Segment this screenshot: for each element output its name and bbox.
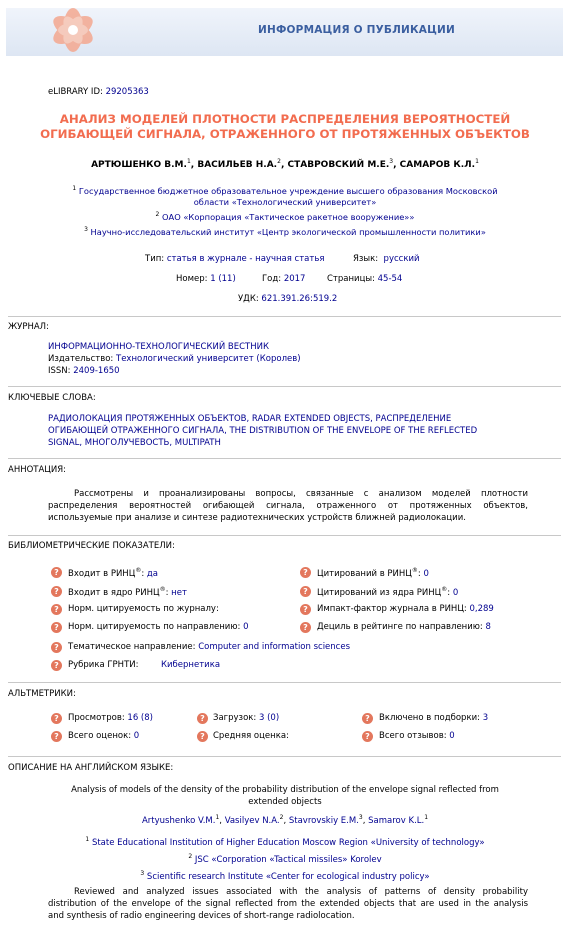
help-icon[interactable]: ? (51, 642, 62, 653)
english-author-list: Artyushenko V.M.$^1$, Vasilyev N.A.$^2$, Stavrovskiy E.M.$^3$, Samarov K.L.$^1$ (141, 814, 429, 826)
annotation-heading: АННОТАЦИЯ: (8, 465, 67, 475)
pub-type-label: Тип: (145, 254, 165, 264)
english-author-link[interactable]: Artyushenko V.M. (141, 815, 216, 826)
annotation-line: распределения вероятностей огибающей сигнала, отраженного от протяженных объектов, (48, 501, 528, 511)
cit-rinc-label: Цитирований в РИНЦ (317, 568, 412, 579)
english-abstract (48, 886, 528, 922)
english-author-link[interactable]: Stavrovskiy E.M. (288, 815, 359, 826)
publisher-label: Издательство: (48, 354, 114, 364)
grnti-link[interactable]: Кибернетика (161, 660, 221, 670)
affil-sup: 2 (188, 852, 193, 860)
alt-avg-row (213, 731, 289, 741)
core-label: Входит в ядро РИНЦ (68, 587, 160, 598)
english-author-link[interactable]: Samarov K.L. (368, 815, 425, 826)
affiliation-2[interactable] (60, 209, 510, 223)
help-icon[interactable]: ? (300, 586, 311, 597)
journal-publisher-row (48, 354, 301, 364)
downloads-label: Загрузок: (213, 713, 257, 723)
author-affil-sup: 1 (424, 814, 429, 821)
pub-year-label: Год: (262, 274, 282, 284)
help-icon[interactable]: ? (51, 586, 62, 597)
author-affil-sup: 2 (277, 158, 281, 165)
pub-pages-row (327, 274, 402, 284)
biblio-norm-dir-row (68, 622, 248, 632)
collections-label: Включено в подборки: (379, 713, 480, 723)
english-title (30, 784, 540, 808)
biblio-rinc-row: Входит в РИНЦ®: да (68, 567, 158, 579)
rinc-label: Входит в РИНЦ (68, 568, 136, 579)
help-icon[interactable]: ? (51, 713, 62, 724)
flower-logo-icon (18, 0, 148, 64)
english-affiliations (30, 833, 540, 883)
cit-core-label: Цитирований из ядра РИНЦ (317, 587, 442, 598)
pub-type-row (145, 254, 324, 264)
section-divider (8, 458, 561, 459)
reg-mark: ® (135, 567, 142, 574)
help-icon[interactable]: ? (51, 622, 62, 633)
impact-label: Импакт-фактор журнала в РИНЦ: (317, 604, 467, 614)
cit-core-value[interactable]: 0 (452, 587, 459, 598)
pub-year-row (262, 274, 305, 284)
annotation-line: используемые при анализе и синтезе радиотехнических устройств ближней радиолокации. (48, 513, 466, 523)
help-icon[interactable]: ? (51, 660, 62, 671)
decile-value[interactable]: 8 (485, 622, 491, 632)
english-title-line: extended objects (248, 797, 322, 807)
section-divider (8, 682, 561, 683)
article-title (40, 112, 530, 142)
author-link[interactable]: СТАВРОВСКИЙ М.Е. (287, 160, 390, 170)
english-affiliation-text[interactable]: Scientific research Institute «Center for ecological industry policy» (146, 871, 430, 882)
elibrary-id-row (48, 87, 149, 97)
help-icon[interactable]: ? (300, 622, 311, 633)
affiliation-sup: 3 (84, 226, 88, 233)
biblio-cit-rinc-row: Цитирований в РИНЦ®: 0 (317, 567, 429, 579)
pub-pages-label: Страницы: (327, 274, 375, 284)
help-icon[interactable]: ? (197, 731, 208, 742)
english-affiliation-3[interactable] (30, 867, 540, 884)
english-affiliation-2[interactable] (30, 850, 540, 867)
help-icon[interactable]: ? (51, 731, 62, 742)
annotation-line: Рассмотрены и проанализированы вопросы, связанные с анализом моделей плотности (74, 489, 528, 499)
help-icon[interactable]: ? (51, 567, 62, 578)
section-divider (8, 386, 561, 387)
author-list: АРТЮШЕНКО В.М.$^1$, ВАСИЛЬЕВ Н.А.$^2$, СТАВРОВСКИЙ М.Е.$^3$, САМАРОВ К.Л.$^1$ (91, 158, 479, 170)
core-value: нет (171, 587, 187, 598)
help-icon[interactable]: ? (362, 713, 373, 724)
pub-lang-label: Язык: (353, 254, 379, 264)
english-abstract-line: and synthesis of radio engineering devices of short-range radiolocation. (48, 911, 355, 921)
ratings-label: Всего оценок: (68, 731, 132, 741)
english-affiliation-text[interactable]: State Educational Institution of Higher Education Moscow Region «University of technology» (91, 837, 485, 848)
help-icon[interactable]: ? (197, 713, 208, 724)
views-label: Просмотров: (68, 713, 125, 723)
author-affil-sup: 3 (389, 158, 394, 165)
elibrary-id-label: eLIBRARY ID: (48, 87, 103, 97)
author-affil-sup: 2 (279, 814, 284, 821)
page-header (0, 0, 569, 64)
affiliation-text[interactable]: ОАО «Корпорация «Тактическое ракетное вооружение»» (161, 211, 415, 222)
ratings-value: 0 (133, 731, 140, 741)
norm-dir-value: 0 (243, 622, 249, 632)
section-divider (8, 756, 561, 757)
annotation-text (48, 488, 528, 524)
english-heading: ОПИСАНИЕ НА АНГЛИЙСКОМ ЯЗЫКЕ: (8, 763, 174, 773)
pub-pages-value: 45-54 (377, 274, 403, 284)
pub-number-row (176, 274, 236, 284)
cit-rinc-value[interactable]: 0 (423, 568, 429, 579)
reviews-label: Всего отзывов: (379, 731, 447, 741)
english-affiliation-text[interactable]: JSC «Corporation «Tactical missiles» Korolev (194, 854, 382, 865)
biblio-grnti-row (68, 660, 138, 670)
page-title: ИНФОРМАЦИЯ О ПУБЛИКАЦИИ (257, 24, 456, 36)
pub-number-value[interactable]: 1 (11) (210, 274, 236, 284)
biblio-thematic-row (68, 642, 350, 652)
journal-heading: ЖУРНАЛ: (8, 322, 49, 332)
elibrary-id-value: 29205363 (105, 87, 149, 97)
issn-label: ISSN: (48, 366, 71, 376)
biblio-decile-row (317, 622, 491, 632)
issn-value: 2409-1650 (73, 366, 120, 376)
english-title-line: Analysis of models of the density of the probability distribution of the envelope signal reflected from (71, 785, 499, 795)
pub-udk-value: 621.391.26:519.2 (261, 294, 338, 304)
norm-journal-label: Норм. цитируемость по журналу: (68, 604, 219, 614)
affil-sup: 1 (85, 836, 90, 843)
alt-collections-row (379, 713, 488, 723)
affiliation-text[interactable]: области «Технологический университет» (193, 196, 377, 207)
affiliation-3[interactable] (60, 224, 510, 238)
help-icon[interactable]: ? (362, 731, 373, 742)
help-icon[interactable]: ? (300, 567, 311, 578)
alt-ratings-row (68, 731, 139, 741)
keywords-line[interactable]: ОГИБАЮЩЕЙ ОТРАЖЕННОГО СИГНАЛА, THE DISTRIBUTION OF THE ENVELOPE OF THE REFLECTED (48, 426, 478, 436)
reviews-value: 0 (449, 731, 455, 741)
affiliation-sup: 1 (72, 185, 77, 192)
keywords-line[interactable]: РАДИОЛОКАЦИЯ ПРОТЯЖЕННЫХ ОБЪЕКТОВ, RADAR EXTENDED OBJECTS, РАСПРЕДЕЛЕНИЕ (48, 414, 452, 424)
biblio-impact-row (317, 604, 494, 614)
author-affil-sup: 1 (186, 158, 191, 165)
biblio-core-row: Входит в ядро РИНЦ®: нет (68, 586, 187, 598)
alt-views-row (68, 713, 153, 723)
author-affil-sup: 3 (358, 814, 363, 821)
altmetrics-heading: АЛЬТМЕТРИКИ: (8, 689, 76, 699)
avg-label: Средняя оценка: (213, 731, 289, 741)
author-affil-sup: 1 (215, 814, 220, 821)
keywords-list[interactable] (48, 413, 477, 449)
affiliation-1[interactable] (60, 183, 510, 208)
affil-sup: 3 (140, 869, 145, 877)
alt-reviews-row (379, 731, 455, 741)
impact-value[interactable]: 0,289 (469, 604, 494, 614)
biblio-cit-core-row: Цитирований из ядра РИНЦ®: 0 (317, 586, 459, 598)
author-link[interactable]: АРТЮШЕНКО В.М. (91, 160, 187, 170)
collections-value[interactable]: 3 (482, 713, 489, 723)
biblio-heading: БИБЛИОМЕТРИЧЕСКИЕ ПОКАЗАТЕЛИ: (8, 541, 175, 551)
pub-lang-row (353, 254, 420, 264)
keywords-line[interactable]: SIGNAL, МНОГОЛУЧЕВОСТЬ, MULTIPATH (48, 438, 221, 448)
article-title-line-1: АНАЛИЗ МОДЕЛЕЙ ПЛОТНОСТИ РАСПРЕДЕЛЕНИЯ ВЕРОЯТНОСТЕЙ (59, 112, 511, 126)
alt-downloads-row (213, 713, 279, 723)
pub-type-value: статья в журнале - научная статья (166, 254, 325, 264)
author-link[interactable]: ВАСИЛЬЕВ Н.А. (197, 160, 278, 170)
affiliation-text[interactable]: Научно-исследовательский институт «Центр экологической промышленности политики» (90, 226, 486, 237)
reg-mark: ® (441, 586, 448, 593)
affiliation-sup: 2 (155, 211, 160, 218)
reg-mark: ® (411, 567, 418, 574)
english-abstract-line: distribution of the envelope of the signal reflected from the extended objects that are used in the analysis (48, 899, 528, 909)
section-divider (8, 535, 561, 536)
decile-label: Дециль в рейтинге по направлению: (317, 622, 483, 632)
grnti-label: Рубрика ГРНТИ: (68, 660, 139, 670)
help-icon[interactable]: ? (300, 604, 311, 615)
english-affiliation-1[interactable] (30, 833, 540, 850)
author-affil-sup: 1 (475, 158, 479, 165)
affiliation-text[interactable]: Государственное бюджетное образовательное учреждение высшего образования Московской (78, 185, 498, 196)
keywords-heading: КЛЮЧЕВЫЕ СЛОВА: (8, 393, 96, 403)
rinc-value: да (146, 568, 158, 579)
pub-udk-label: УДК: (238, 294, 259, 304)
pub-year-value: 2017 (283, 274, 306, 284)
pub-udk-row (238, 294, 337, 304)
journal-name-link[interactable]: ИНФОРМАЦИОННО-ТЕХНОЛОГИЧЕСКИЙ ВЕСТНИК (48, 342, 270, 352)
pub-number-label: Номер: (176, 274, 208, 284)
publisher-link[interactable]: Технологический университет (Королев) (116, 354, 301, 364)
pub-lang-value: русский (383, 254, 420, 264)
biblio-norm-journal-row (68, 604, 219, 614)
english-abstract-line: Reviewed and analyzed issues associated with the analysis of patterns of density probability (74, 887, 528, 897)
help-icon[interactable]: ? (51, 604, 62, 615)
article-title-line-2: ОГИБАЮЩЕЙ СИГНАЛА, ОТРАЖЕННОГО ОТ ПРОТЯЖЕННЫХ ОБЪЕКТОВ (40, 127, 530, 141)
thematic-label: Тематическое направление: (68, 642, 196, 652)
views-value: 16 (8) (127, 713, 153, 723)
thematic-link[interactable]: Computer and information sciences (198, 642, 351, 652)
english-author-link[interactable]: Vasilyev N.A. (224, 815, 280, 826)
norm-dir-label: Норм. цитируемость по направлению: (68, 622, 241, 632)
downloads-value: 3 (0) (258, 713, 280, 723)
author-link[interactable]: САМАРОВ К.Л. (399, 160, 476, 170)
journal-issn-row (48, 366, 120, 376)
section-divider (8, 316, 561, 317)
reg-mark: ® (159, 586, 166, 593)
